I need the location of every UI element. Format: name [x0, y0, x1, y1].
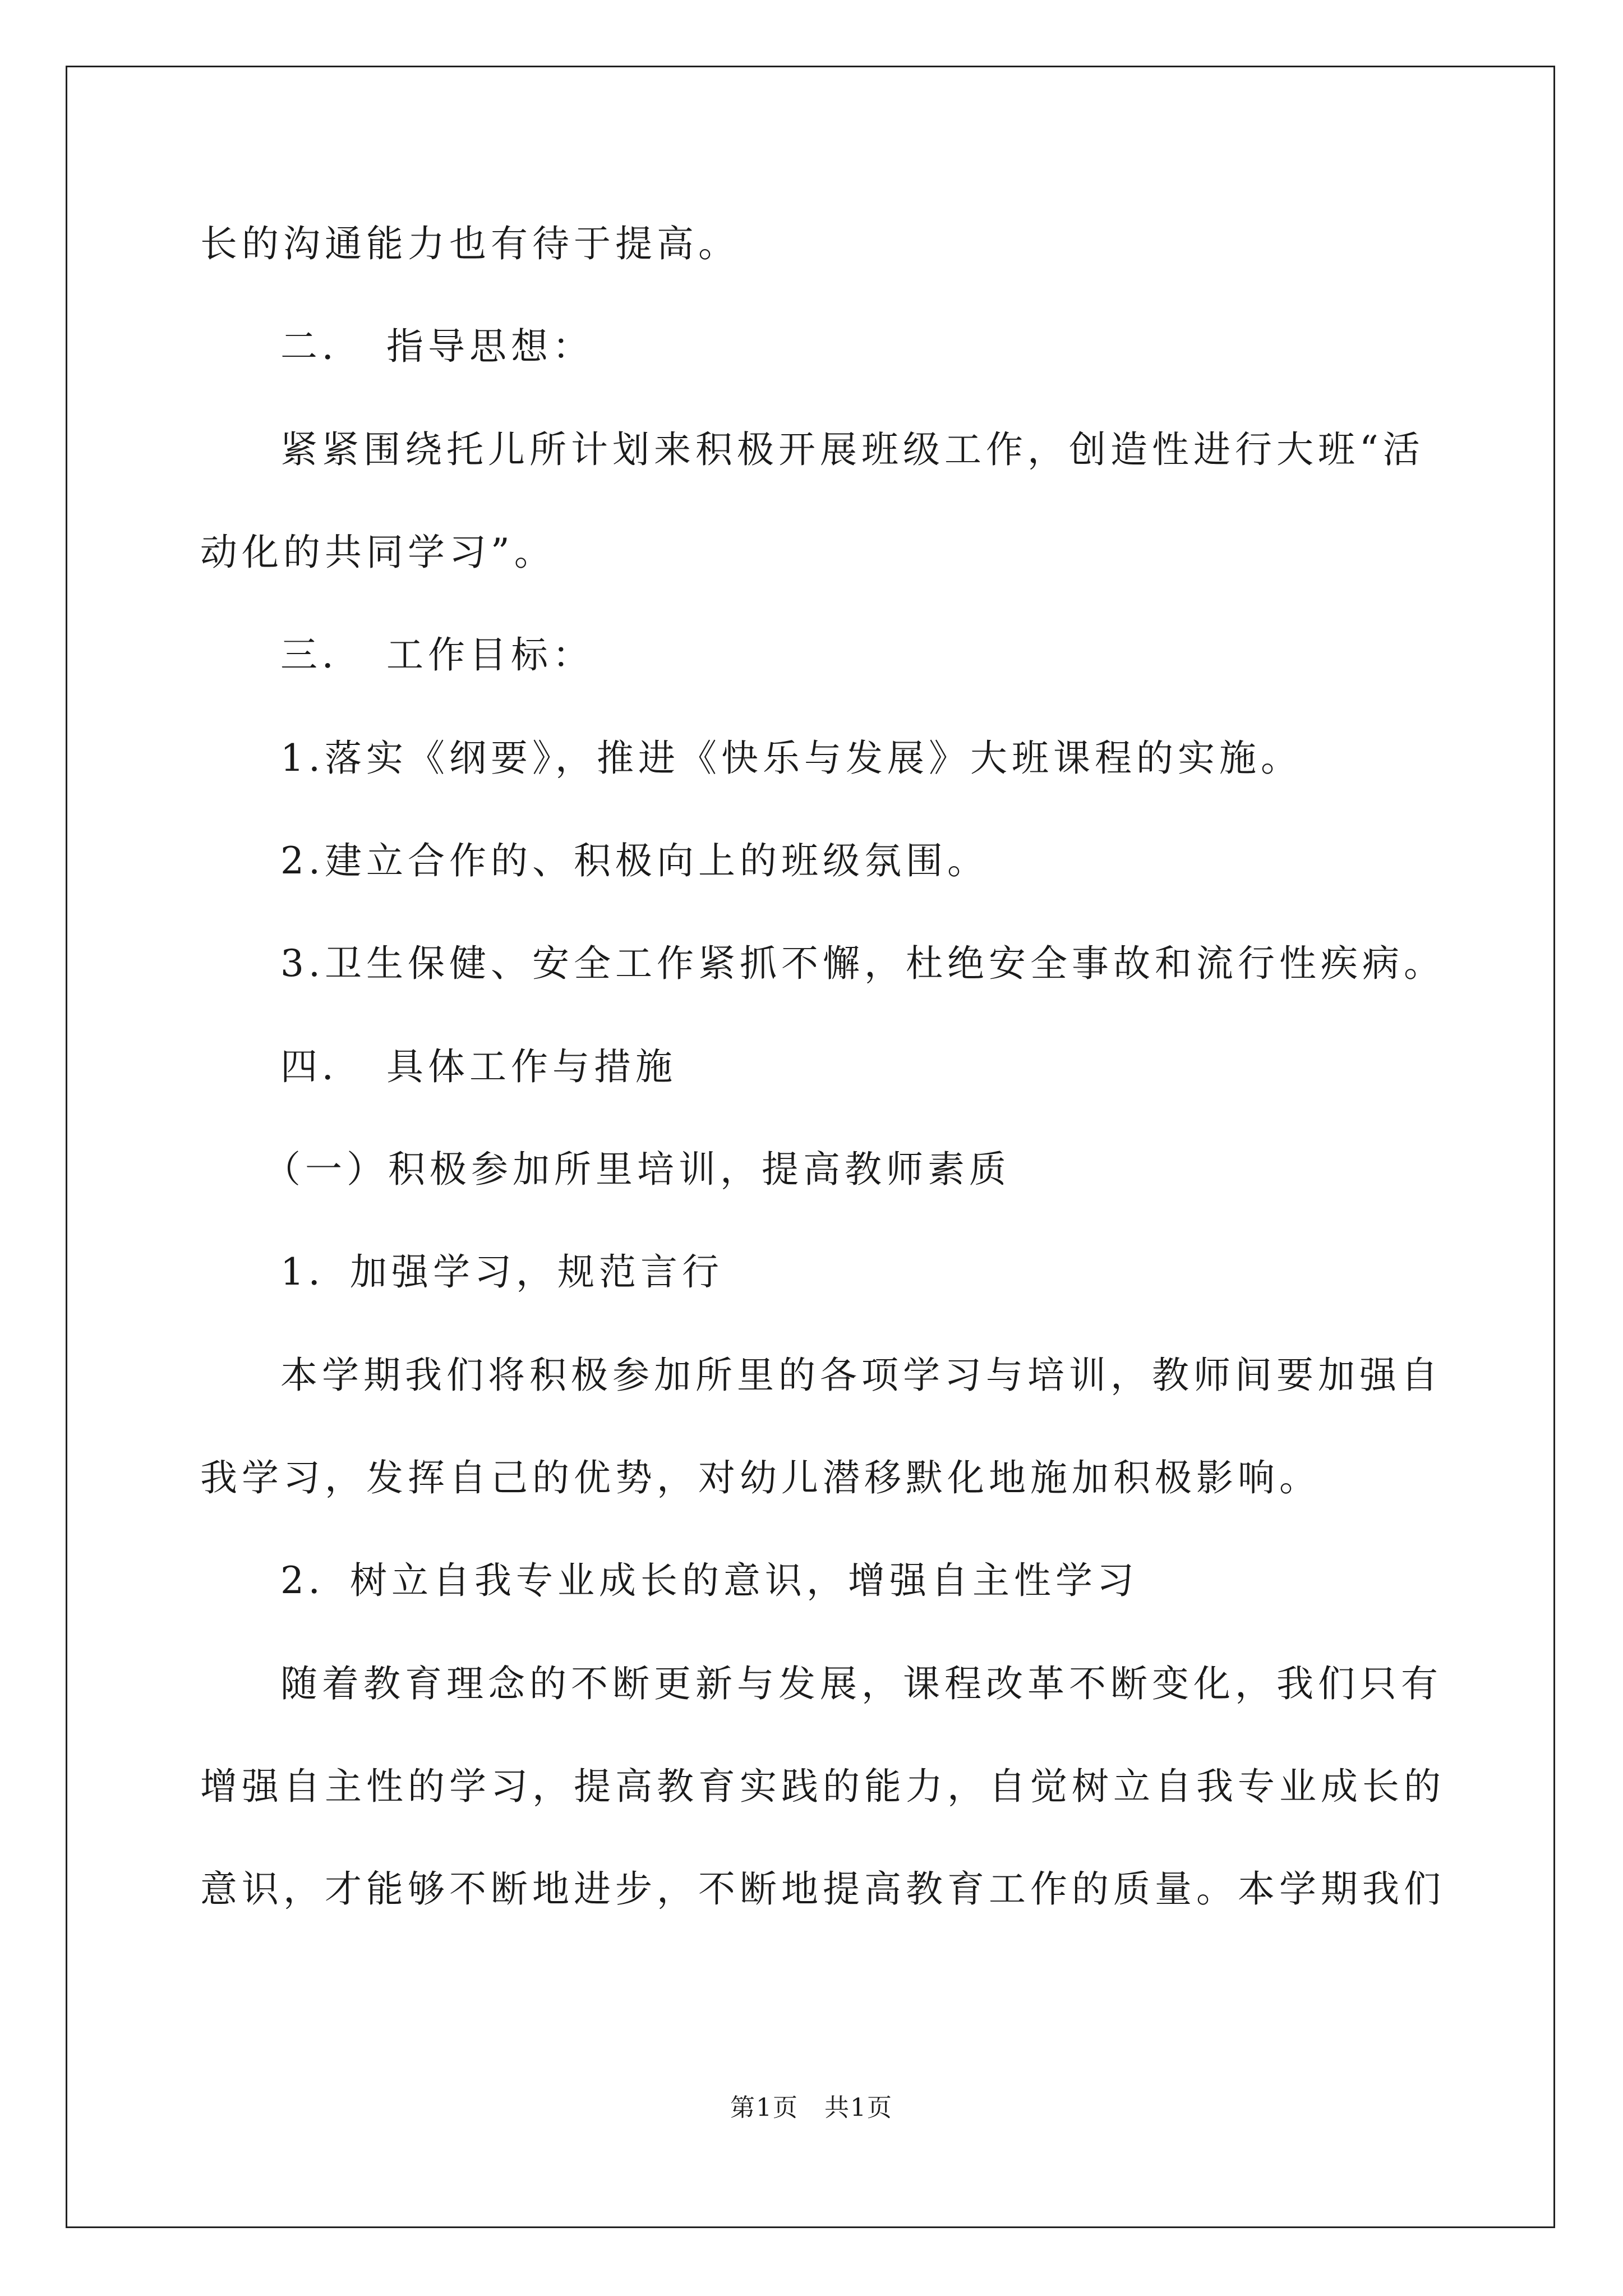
goal-item-2: 2.建立合作的、积极向上的班级氛围。 [280, 839, 989, 882]
section-heading-4: 四． 具体工作与措施 [280, 1045, 677, 1088]
body-line-17: 意识，才能够不断地进步，不断地提高教育工作的质量。本学期我们 [200, 1867, 1445, 1911]
subsection-heading-1: （一）积极参加所里培训，提高教师素质 [264, 1148, 1011, 1191]
item-heading-2: 2．树立自我专业成长的意识，增强自主性学习 [280, 1559, 1138, 1602]
body-line-4: 动化的共同学习”。 [200, 531, 556, 574]
item-heading-1: 1．加强学习，规范言行 [280, 1250, 723, 1294]
body-line-16: 增强自主性的学习，提高教育实践的能力，自觉树立自我专业成长的 [200, 1765, 1445, 1808]
body-line-12: 本学期我们将积极参加所里的各项学习与培训，教师间要加强自 [280, 1354, 1442, 1397]
page-number-footer: 第1页 共1页 [730, 2093, 893, 2122]
body-line-3: 紧紧围绕托儿所计划来积极开展班级工作，创造性进行大班“活 [280, 428, 1424, 471]
goal-item-1: 1.落实《纲要》，推进《快乐与发展》大班课程的实施。 [280, 737, 1302, 780]
section-heading-2: 二． 指导思想： [280, 325, 594, 368]
goal-item-3: 3.卫生保健、安全工作紧抓不懈，杜绝安全事故和流行性疾病。 [280, 942, 1445, 985]
body-line-1: 长的沟通能力也有待于提高。 [200, 222, 740, 265]
body-line-13: 我学习，发挥自己的优势，对幼儿潜移默化地施加积极影响。 [200, 1456, 1321, 1499]
body-line-15: 随着教育理念的不断更新与发展，课程改革不断变化，我们只有 [280, 1662, 1442, 1705]
section-heading-3: 三． 工作目标： [280, 633, 594, 677]
